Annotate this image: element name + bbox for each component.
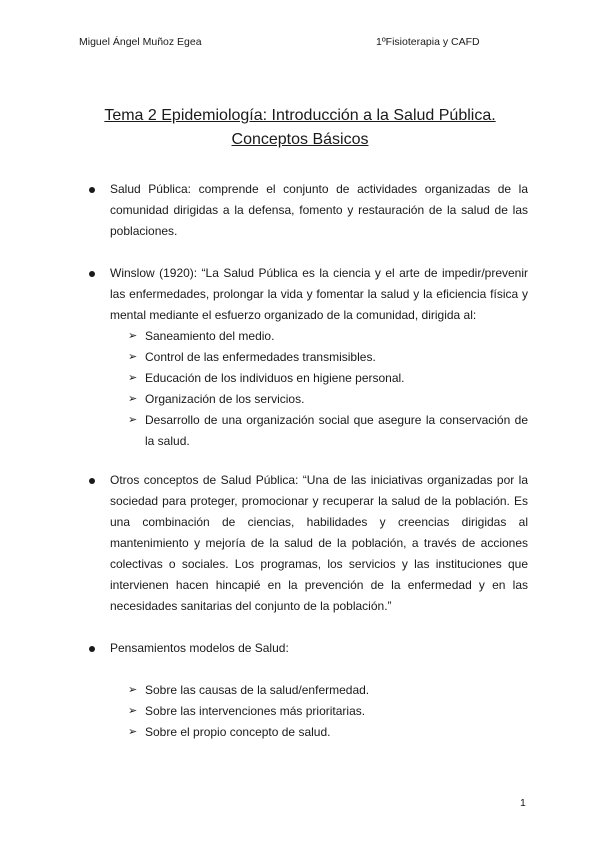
bullet-text: Winslow (1920): “La Salud Pública es la ciencia y el arte de impedir/prevenir las enfermedades, prolongar la vida y fomentar la salud y la eficiencia física y mental mediante el esfuerzo organizado de la comunidad, dirigida al: [110,266,528,322]
arrowhead-icon: ➢ [128,705,138,717]
sub-item-text: Desarrollo de una organización social que asegure la conservación de la salud. [145,413,528,448]
bullet-text: Otros conceptos de Salud Pública: “Una de las iniciativas organizadas por la sociedad para proteger, promocionar y recuperar la salud de la población. Es una combinación de ciencias, habilidades y creencias dirigidas al mantenimiento y mejoría de la salud de la población, a través de acciones colectivas o sociales. Los programas, los servicios y las instituciones que intervienen hacen hincapié en la prevención de la enfermedad y en las necesidades sanitarias del conjunto de la población.” [110,473,528,613]
header-author: Miguel Ángel Muñoz Egea [79,36,202,48]
sub-item-text: Educación de los individuos en higiene personal. [145,371,405,385]
page-number: 1 [520,797,526,809]
bullet-text: Salud Pública: comprende el conjunto de actividades organizadas de la comunidad dirigidas a la defensa, fomento y restauración de la salud de las poblaciones. [110,182,528,238]
arrowhead-icon: ➢ [128,372,138,384]
arrowhead-icon: ➢ [128,330,138,342]
arrowhead-icon: ➢ [128,393,138,405]
sub-item-text: Organización de los servicios. [145,392,305,406]
sub-item [88,701,528,722]
bullet-section-3 [88,470,528,617]
document-title-line-1: Tema 2 Epidemiología: Introducción a la Salud Pública. [104,107,496,124]
bullet-text: Pensamientos modelos de Salud: [110,641,289,655]
sub-item-text: Sobre las causas de la salud/enfermedad. [145,683,370,697]
sub-item [88,347,528,368]
sub-item [88,722,528,743]
arrowhead-icon: ➢ [128,684,138,696]
sub-item-text: Sobre las intervenciones más prioritarias. [145,704,366,718]
sub-item [88,410,528,452]
sub-item [88,389,528,410]
bullet-section-2 [88,263,528,452]
sub-item-text: Sobre el propio concepto de salud. [145,725,331,739]
bullet-dot-icon [89,271,95,277]
bullet-item [88,179,528,242]
bullet-item [88,470,528,617]
sub-item-text: Saneamiento del medio. [145,329,275,343]
sub-item-text: Control de las enfermedades transmisibles. [145,350,376,364]
bullet-item [88,263,528,326]
bullet-dot-icon [89,478,95,484]
bullet-section-4 [88,638,528,743]
document-title-line-2: Conceptos Básicos [231,131,369,148]
header-course: 1ºFisioterapia y CAFD [376,36,480,48]
sub-item [88,326,528,347]
arrowhead-icon: ➢ [128,351,138,363]
bullet-dot-icon [89,187,95,193]
sub-item [88,680,528,701]
bullet-dot-icon [89,646,95,652]
bullet-item [88,638,528,659]
bullet-section-1 [88,179,528,242]
arrowhead-icon: ➢ [128,414,138,426]
sub-item [88,368,528,389]
arrowhead-icon: ➢ [128,726,138,738]
